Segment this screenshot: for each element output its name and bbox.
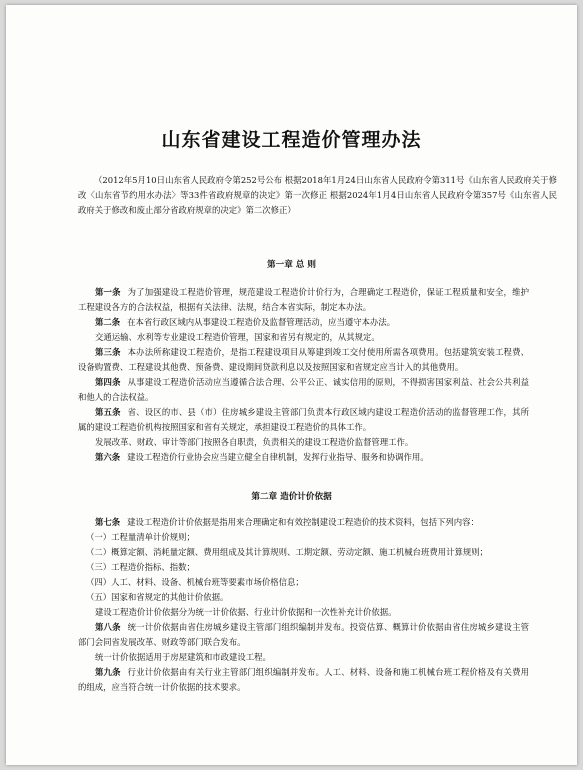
article-paragraph	[78, 605, 529, 620]
article-text: 建设工程造价计价依据分为统一计价依据、行业计价依据和一次性补充计价依据。	[95, 607, 397, 617]
article-paragraph	[78, 330, 529, 345]
article-text: 本办法所称建设工程造价，是指工程建设项目从筹建到竣工交付使用所需各项费用。包括建筑安装工程费、设备购置费、工程建设其他费、预备费、建设期间贷款利息以及按照国家和省规定应当计入的其他费用。	[78, 347, 530, 372]
chapter-heading: 第一章 总 则	[267, 260, 316, 270]
document-page	[6, 5, 577, 765]
article-text: （五）国家和省规定的其他计价依据。	[86, 592, 229, 602]
revision-note: （2012年5月10日山东省人民政府令第252号公布 根据2018年1月24日山东省人民政府令第311号《山东省人民政府关于修改〈山东省节约用水办法〉等33件省政府规章的决定》第一次修正 根据2024年1月4日山东省人民政府令第357号《山东省人民政府关于修改和废止部分省政府规章的决定》第二次修正）	[78, 175, 557, 215]
article-text: 在本省行政区域内从事建设工程造价及监督管理活动，应当遵守本办法。	[127, 317, 396, 327]
chapter-1-body	[78, 285, 529, 465]
article-number: 第二条	[95, 317, 121, 327]
article-text: 发展改革、财政、审计等部门按照各自职责，负责相关的建设工程造价监督管理工作。	[95, 437, 414, 447]
article-text: 行业计价依据由有关行业主管部门组织编制并发布。人工、材料、设备和施工机械台班工程价格及有关费用的组成，应当符合统一计价依据的技术要求。	[78, 667, 530, 692]
article-paragraph	[78, 545, 529, 560]
article-number: 第七条	[95, 517, 121, 527]
article-paragraph	[78, 345, 529, 375]
article-text: （四）人工、材料、设备、机械台班等要素市场价格信息；	[86, 577, 304, 587]
article-text: 建设工程造价计价依据是指用来合理确定和有效控制建设工程造价的技术资料，包括下列内容：	[127, 517, 479, 527]
article-text: 统一计价依据适用于房屋建筑和市政建设工程。	[95, 652, 271, 662]
article-text: 统一计价依据由省住房城乡建设主管部门组织编制并发布。投资估算、概算计价依据由省住房城乡建设主管部门会同省发展改革、财政等部门联合发布。	[78, 622, 530, 647]
chapter-2-body	[78, 515, 529, 695]
article-paragraph	[78, 530, 529, 545]
article-paragraph	[78, 435, 529, 450]
article-text: 为了加强建设工程造价管理，规范建设工程造价计价行为，合理确定工程造价，保证工程质量和安全，维护工程建设各方的合法权益，根据有关法律、法规，结合本省实际，制定本办法。	[78, 287, 530, 312]
article-paragraph	[78, 590, 529, 605]
article-number: 第五条	[95, 407, 121, 417]
article-paragraph	[78, 560, 529, 575]
article-paragraph	[78, 315, 529, 330]
article-paragraph	[78, 405, 529, 435]
article-text: 从事建设工程造价活动应当遵循合法合理、公平公正、诚实信用的原则，不得损害国家利益、社会公共利益和他人的合法权益。	[78, 377, 530, 402]
article-paragraph	[78, 575, 529, 590]
article-paragraph	[78, 620, 529, 650]
article-text: （二）概算定额、消耗量定额、费用组成及其计算规则、工期定额、劳动定额、施工机械台班费用计算规则；	[86, 547, 488, 557]
article-text: （一）工程量清单计价规则；	[86, 532, 195, 542]
article-paragraph	[78, 515, 529, 530]
article-paragraph	[78, 450, 529, 465]
article-paragraph	[78, 375, 529, 405]
chapter-heading: 第二章 造价计价依据	[251, 492, 332, 502]
article-paragraph	[78, 285, 529, 315]
article-number: 第九条	[95, 667, 121, 677]
article-paragraph	[78, 650, 529, 665]
article-text: 建设工程造价行业协会应当建立健全自律机制，发挥行业指导、服务和协调作用。	[127, 452, 429, 462]
article-number: 第四条	[95, 377, 121, 387]
article-text: 交通运输、水利等专业建设工程造价管理，国家和省另有规定的，从其规定。	[95, 332, 380, 342]
article-paragraph	[78, 665, 529, 695]
article-text: 省、设区的市、县（市）住房城乡建设主管部门负责本行政区域内建设工程造价活动的监督管理工作，其所属的建设工程造价机构按照国家和省有关规定，承担建设工程造价的具体工作。	[78, 407, 530, 432]
article-number: 第三条	[95, 347, 121, 357]
article-number: 第八条	[95, 622, 121, 632]
document-title: 山东省建设工程造价管理办法	[161, 129, 422, 151]
article-number: 第一条	[95, 287, 121, 297]
article-number: 第六条	[95, 452, 121, 462]
article-text: （三）工程造价指标、指数；	[86, 562, 195, 572]
